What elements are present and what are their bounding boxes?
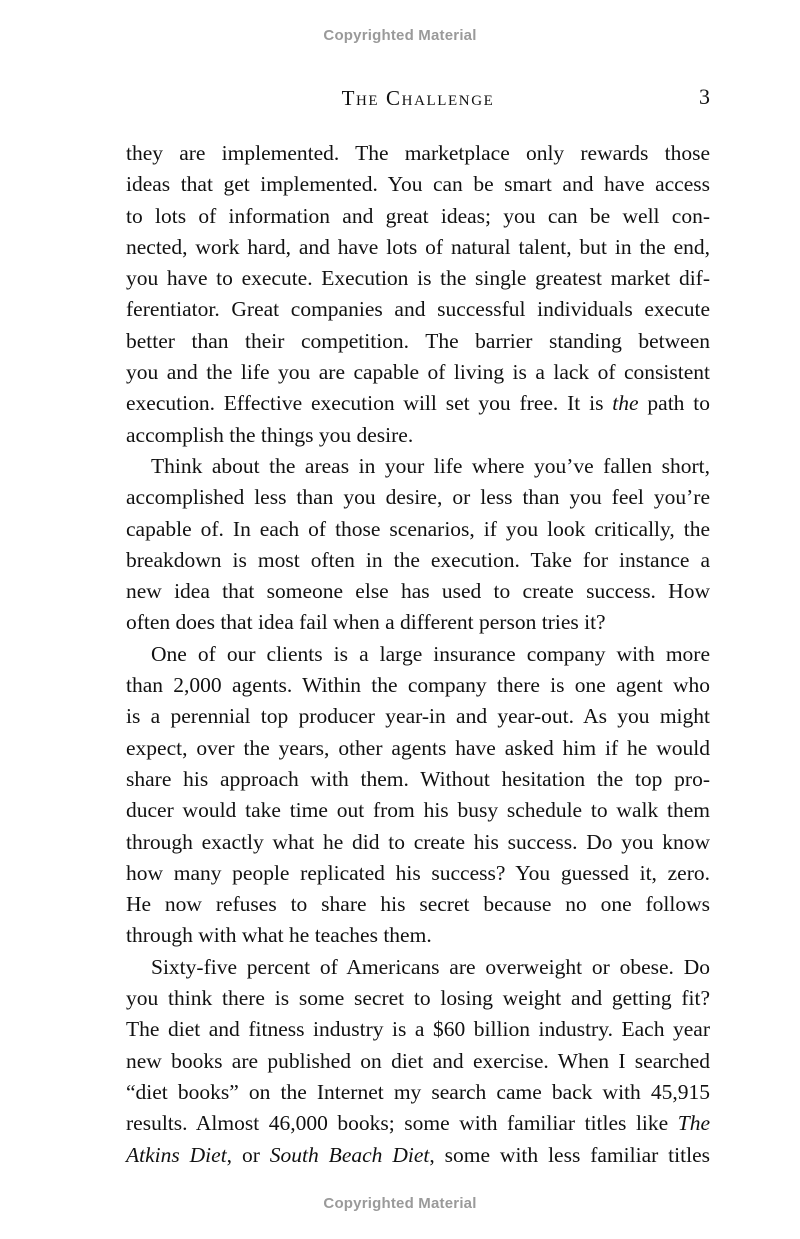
text-line: The diet and fitness industry is a $60 billion industry. Each year	[126, 1017, 710, 1042]
text-line: “diet books” on the Internet my search came back with 45,915	[126, 1079, 710, 1104]
paragraph-4	[126, 952, 710, 1171]
paragraph-1	[126, 138, 710, 451]
text-line: how many people replicated his success? You guessed it, zero.	[126, 860, 710, 885]
text-line: they are implemented. The marketplace only rewards those	[126, 141, 710, 165]
text-line: ducer would take time out from his busy schedule to walk them	[126, 798, 710, 823]
text-line: is a perennial top producer year-in and year-out. As you might	[126, 704, 710, 729]
text-line: better than their competition. The barrier standing between	[126, 328, 710, 353]
text-line: accomplished less than you desire, or less than you feel you’re	[126, 485, 710, 510]
italic-title: The	[677, 1111, 710, 1136]
text-line: through with what he teaches them.	[126, 923, 432, 948]
copyright-watermark-bottom: Copyrighted Material	[323, 1195, 477, 1212]
chapter-title: The Challenge	[341, 86, 495, 110]
text-segment: , or	[226, 1142, 270, 1167]
text-line: expect, over the years, other agents have asked him if he would	[126, 735, 710, 760]
text-segment: path to	[638, 391, 710, 416]
text-line: Think about the areas in your life where you’ve fallen short,	[151, 453, 710, 478]
text-line	[126, 1108, 710, 1139]
text-line: you think there is some secret to losing weight and getting fit?	[126, 986, 710, 1011]
text-line	[126, 388, 710, 419]
italic-emphasis: the	[612, 391, 639, 416]
italic-title: South Beach Diet	[269, 1142, 430, 1167]
text-line: through exactly what he did to create his success. Do you know	[126, 829, 710, 854]
text-line: often does that idea fail when a different person tries it?	[126, 610, 606, 635]
text-line: capable of. In each of those scenarios, if you look critically, the	[126, 516, 710, 541]
copyright-watermark-top: Copyrighted Material	[323, 27, 477, 44]
text-line: you and the life you are capable of living is a lack of consistent	[126, 360, 710, 385]
paragraph-3	[126, 639, 710, 952]
text-line: Sixty-five percent of Americans are overweight or obese. Do	[151, 954, 710, 979]
running-head	[126, 84, 710, 112]
body-text	[126, 138, 710, 1171]
text-line: new idea that someone else has used to create success. How	[126, 579, 710, 604]
text-line: ideas that get implemented. You can be smart and have access	[126, 172, 710, 197]
text-segment: , some with less familiar titles	[429, 1142, 710, 1167]
text-line: than 2,000 agents. Within the company there is one agent who	[126, 673, 710, 698]
paragraph-2	[126, 451, 710, 639]
text-line	[126, 1140, 710, 1171]
text-line: He now refuses to share his secret because no one follows	[126, 892, 710, 917]
text-line: new books are published on diet and exercise. When I searched	[126, 1048, 710, 1073]
text-line: breakdown is most often in the execution. Take for instance a	[126, 547, 710, 572]
text-segment: execution. Effective execution will set you free. It is	[126, 391, 613, 416]
text-line: to lots of information and great ideas; you can be well con-	[126, 203, 710, 228]
page-number: 3	[699, 84, 710, 109]
text-line: accomplish the things you desire.	[126, 422, 414, 447]
text-line: share his approach with them. Without hesitation the top pro-	[126, 766, 710, 791]
text-line: ferentiator. Great companies and successful individuals execute	[126, 297, 710, 322]
text-line: you have to execute. Execution is the single greatest market dif-	[126, 266, 710, 291]
text-segment: results. Almost 46,000 books; some with familiar titles like	[126, 1111, 678, 1136]
italic-title: Atkins Diet	[126, 1142, 227, 1167]
text-line: One of our clients is a large insurance company with more	[151, 641, 710, 666]
text-line: nected, work hard, and have lots of natural talent, but in the end,	[126, 234, 710, 259]
